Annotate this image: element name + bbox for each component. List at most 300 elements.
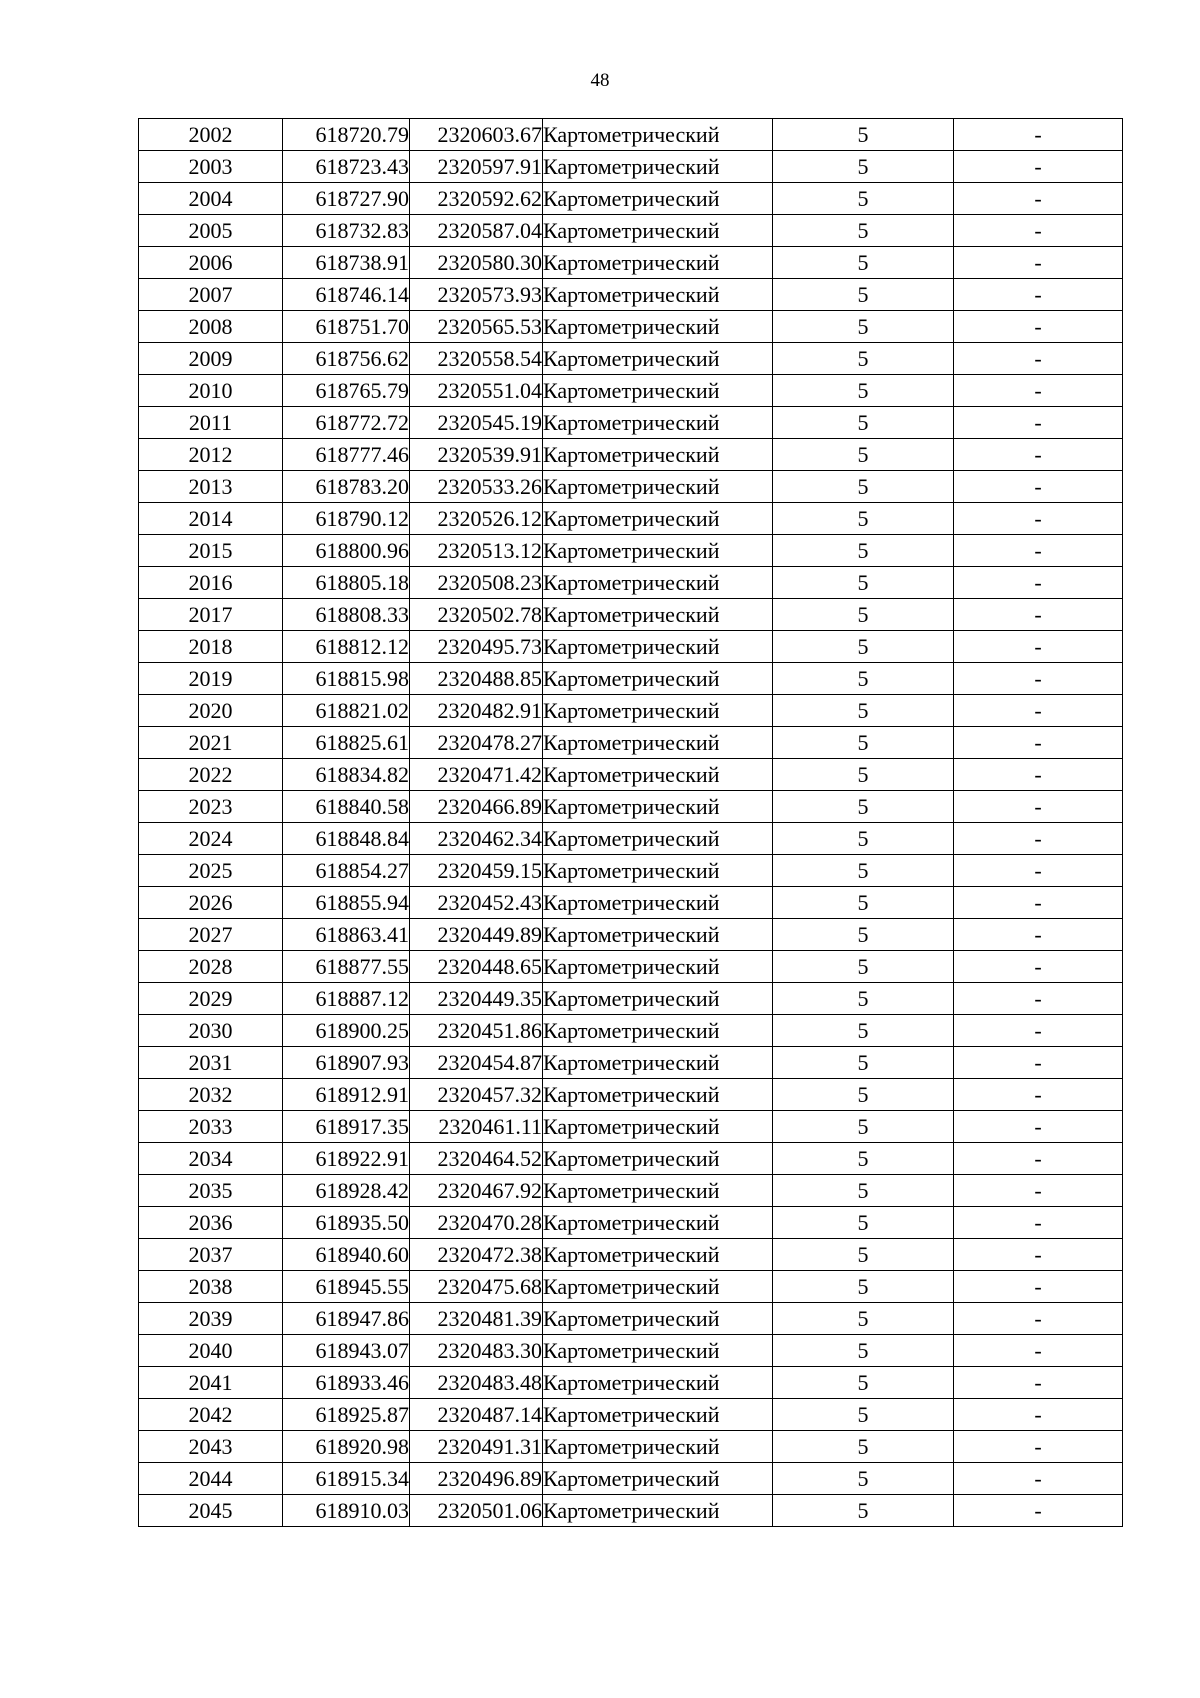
accuracy-cell: 5 xyxy=(773,1335,954,1367)
method-cell: Картометрический xyxy=(543,375,773,407)
x-coordinate-cell: 618887.12 xyxy=(283,983,410,1015)
table-row xyxy=(139,535,1123,567)
method-cell: Картометрический xyxy=(543,119,773,151)
method-cell: Картометрический xyxy=(543,663,773,695)
x-coordinate-cell: 618765.79 xyxy=(283,375,410,407)
x-coordinate-cell: 618920.98 xyxy=(283,1431,410,1463)
method-cell: Картометрический xyxy=(543,727,773,759)
table-row xyxy=(139,1399,1123,1431)
accuracy-cell: 5 xyxy=(773,1207,954,1239)
table-row xyxy=(139,151,1123,183)
x-coordinate-cell: 618935.50 xyxy=(283,1207,410,1239)
table-row xyxy=(139,727,1123,759)
point-number-cell: 2031 xyxy=(139,1047,283,1079)
y-coordinate-cell: 2320462.34 xyxy=(410,823,543,855)
method-cell: Картометрический xyxy=(543,1239,773,1271)
method-cell: Картометрический xyxy=(543,407,773,439)
table-row xyxy=(139,247,1123,279)
x-coordinate-cell: 618915.34 xyxy=(283,1463,410,1495)
note-cell: - xyxy=(954,599,1123,631)
table-row xyxy=(139,823,1123,855)
note-cell: - xyxy=(954,1175,1123,1207)
point-number-cell: 2025 xyxy=(139,855,283,887)
point-number-cell: 2033 xyxy=(139,1111,283,1143)
accuracy-cell: 5 xyxy=(773,471,954,503)
method-cell: Картометрический xyxy=(543,567,773,599)
accuracy-cell: 5 xyxy=(773,343,954,375)
note-cell: - xyxy=(954,983,1123,1015)
note-cell: - xyxy=(954,1367,1123,1399)
table-row xyxy=(139,1143,1123,1175)
accuracy-cell: 5 xyxy=(773,567,954,599)
y-coordinate-cell: 2320471.42 xyxy=(410,759,543,791)
table-row xyxy=(139,407,1123,439)
y-coordinate-cell: 2320508.23 xyxy=(410,567,543,599)
table-row xyxy=(139,1239,1123,1271)
note-cell: - xyxy=(954,567,1123,599)
method-cell: Картометрический xyxy=(543,759,773,791)
method-cell: Картометрический xyxy=(543,695,773,727)
table-row xyxy=(139,663,1123,695)
note-cell: - xyxy=(954,1239,1123,1271)
y-coordinate-cell: 2320475.68 xyxy=(410,1271,543,1303)
x-coordinate-cell: 618805.18 xyxy=(283,567,410,599)
note-cell: - xyxy=(954,695,1123,727)
point-number-cell: 2018 xyxy=(139,631,283,663)
note-cell: - xyxy=(954,1495,1123,1527)
y-coordinate-cell: 2320452.43 xyxy=(410,887,543,919)
note-cell: - xyxy=(954,1047,1123,1079)
note-cell: - xyxy=(954,151,1123,183)
table-row xyxy=(139,503,1123,535)
method-cell: Картометрический xyxy=(543,1111,773,1143)
accuracy-cell: 5 xyxy=(773,855,954,887)
point-number-cell: 2021 xyxy=(139,727,283,759)
y-coordinate-cell: 2320481.39 xyxy=(410,1303,543,1335)
table-row xyxy=(139,631,1123,663)
table-row xyxy=(139,855,1123,887)
point-number-cell: 2019 xyxy=(139,663,283,695)
table-row xyxy=(139,1015,1123,1047)
table-row xyxy=(139,215,1123,247)
note-cell: - xyxy=(954,1271,1123,1303)
accuracy-cell: 5 xyxy=(773,759,954,791)
y-coordinate-cell: 2320587.04 xyxy=(410,215,543,247)
y-coordinate-cell: 2320449.89 xyxy=(410,919,543,951)
y-coordinate-cell: 2320467.92 xyxy=(410,1175,543,1207)
note-cell: - xyxy=(954,439,1123,471)
method-cell: Картометрический xyxy=(543,311,773,343)
point-number-cell: 2017 xyxy=(139,599,283,631)
point-number-cell: 2002 xyxy=(139,119,283,151)
table-row xyxy=(139,1271,1123,1303)
point-number-cell: 2029 xyxy=(139,983,283,1015)
table-row xyxy=(139,311,1123,343)
accuracy-cell: 5 xyxy=(773,727,954,759)
accuracy-cell: 5 xyxy=(773,1239,954,1271)
x-coordinate-cell: 618751.70 xyxy=(283,311,410,343)
y-coordinate-cell: 2320482.91 xyxy=(410,695,543,727)
y-coordinate-cell: 2320488.85 xyxy=(410,663,543,695)
note-cell: - xyxy=(954,1399,1123,1431)
page-number: 48 xyxy=(590,70,610,91)
table-row xyxy=(139,1335,1123,1367)
y-coordinate-cell: 2320551.04 xyxy=(410,375,543,407)
method-cell: Картометрический xyxy=(543,343,773,375)
table-row xyxy=(139,1047,1123,1079)
table-row xyxy=(139,119,1123,151)
y-coordinate-cell: 2320472.38 xyxy=(410,1239,543,1271)
note-cell: - xyxy=(954,535,1123,567)
method-cell: Картометрический xyxy=(543,791,773,823)
method-cell: Картометрический xyxy=(543,215,773,247)
note-cell: - xyxy=(954,1111,1123,1143)
table-row xyxy=(139,983,1123,1015)
table-row xyxy=(139,599,1123,631)
point-number-cell: 2035 xyxy=(139,1175,283,1207)
y-coordinate-cell: 2320501.06 xyxy=(410,1495,543,1527)
accuracy-cell: 5 xyxy=(773,535,954,567)
table-row xyxy=(139,567,1123,599)
method-cell: Картометрический xyxy=(543,983,773,1015)
accuracy-cell: 5 xyxy=(773,1303,954,1335)
accuracy-cell: 5 xyxy=(773,375,954,407)
x-coordinate-cell: 618848.84 xyxy=(283,823,410,855)
x-coordinate-cell: 618746.14 xyxy=(283,279,410,311)
note-cell: - xyxy=(954,375,1123,407)
accuracy-cell: 5 xyxy=(773,1463,954,1495)
x-coordinate-cell: 618945.55 xyxy=(283,1271,410,1303)
table-row xyxy=(139,439,1123,471)
accuracy-cell: 5 xyxy=(773,663,954,695)
point-number-cell: 2008 xyxy=(139,311,283,343)
accuracy-cell: 5 xyxy=(773,1367,954,1399)
note-cell: - xyxy=(954,1079,1123,1111)
accuracy-cell: 5 xyxy=(773,183,954,215)
x-coordinate-cell: 618790.12 xyxy=(283,503,410,535)
table-row xyxy=(139,1431,1123,1463)
note-cell: - xyxy=(954,631,1123,663)
y-coordinate-cell: 2320533.26 xyxy=(410,471,543,503)
accuracy-cell: 5 xyxy=(773,311,954,343)
note-cell: - xyxy=(954,727,1123,759)
note-cell: - xyxy=(954,1207,1123,1239)
point-number-cell: 2011 xyxy=(139,407,283,439)
note-cell: - xyxy=(954,1431,1123,1463)
y-coordinate-cell: 2320470.28 xyxy=(410,1207,543,1239)
note-cell: - xyxy=(954,215,1123,247)
point-number-cell: 2028 xyxy=(139,951,283,983)
accuracy-cell: 5 xyxy=(773,951,954,983)
y-coordinate-cell: 2320580.30 xyxy=(410,247,543,279)
y-coordinate-cell: 2320466.89 xyxy=(410,791,543,823)
note-cell: - xyxy=(954,759,1123,791)
method-cell: Картометрический xyxy=(543,471,773,503)
x-coordinate-cell: 618812.12 xyxy=(283,631,410,663)
note-cell: - xyxy=(954,887,1123,919)
method-cell: Картометрический xyxy=(543,1271,773,1303)
table-row xyxy=(139,375,1123,407)
accuracy-cell: 5 xyxy=(773,1079,954,1111)
x-coordinate-cell: 618777.46 xyxy=(283,439,410,471)
y-coordinate-cell: 2320513.12 xyxy=(410,535,543,567)
point-number-cell: 2036 xyxy=(139,1207,283,1239)
accuracy-cell: 5 xyxy=(773,247,954,279)
note-cell: - xyxy=(954,823,1123,855)
point-number-cell: 2032 xyxy=(139,1079,283,1111)
x-coordinate-cell: 618772.72 xyxy=(283,407,410,439)
note-cell: - xyxy=(954,791,1123,823)
method-cell: Картометрический xyxy=(543,887,773,919)
note-cell: - xyxy=(954,919,1123,951)
accuracy-cell: 5 xyxy=(773,215,954,247)
method-cell: Картометрический xyxy=(543,1207,773,1239)
accuracy-cell: 5 xyxy=(773,1271,954,1303)
note-cell: - xyxy=(954,1335,1123,1367)
y-coordinate-cell: 2320603.67 xyxy=(410,119,543,151)
y-coordinate-cell: 2320565.53 xyxy=(410,311,543,343)
y-coordinate-cell: 2320487.14 xyxy=(410,1399,543,1431)
method-cell: Картометрический xyxy=(543,1463,773,1495)
x-coordinate-cell: 618917.35 xyxy=(283,1111,410,1143)
y-coordinate-cell: 2320483.48 xyxy=(410,1367,543,1399)
accuracy-cell: 5 xyxy=(773,407,954,439)
point-number-cell: 2034 xyxy=(139,1143,283,1175)
note-cell: - xyxy=(954,407,1123,439)
x-coordinate-cell: 618821.02 xyxy=(283,695,410,727)
y-coordinate-cell: 2320496.89 xyxy=(410,1463,543,1495)
method-cell: Картометрический xyxy=(543,151,773,183)
accuracy-cell: 5 xyxy=(773,1399,954,1431)
table-row xyxy=(139,1079,1123,1111)
y-coordinate-cell: 2320539.91 xyxy=(410,439,543,471)
y-coordinate-cell: 2320573.93 xyxy=(410,279,543,311)
x-coordinate-cell: 618933.46 xyxy=(283,1367,410,1399)
point-number-cell: 2020 xyxy=(139,695,283,727)
x-coordinate-cell: 618910.03 xyxy=(283,1495,410,1527)
table-row xyxy=(139,1463,1123,1495)
point-number-cell: 2009 xyxy=(139,343,283,375)
y-coordinate-cell: 2320478.27 xyxy=(410,727,543,759)
point-number-cell: 2006 xyxy=(139,247,283,279)
point-number-cell: 2004 xyxy=(139,183,283,215)
accuracy-cell: 5 xyxy=(773,119,954,151)
point-number-cell: 2024 xyxy=(139,823,283,855)
x-coordinate-cell: 618723.43 xyxy=(283,151,410,183)
y-coordinate-cell: 2320526.12 xyxy=(410,503,543,535)
table-row xyxy=(139,1175,1123,1207)
note-cell: - xyxy=(954,1143,1123,1175)
method-cell: Картометрический xyxy=(543,631,773,663)
method-cell: Картометрический xyxy=(543,1143,773,1175)
accuracy-cell: 5 xyxy=(773,823,954,855)
point-number-cell: 2015 xyxy=(139,535,283,567)
y-coordinate-cell: 2320448.65 xyxy=(410,951,543,983)
method-cell: Картометрический xyxy=(543,1015,773,1047)
x-coordinate-cell: 618854.27 xyxy=(283,855,410,887)
note-cell: - xyxy=(954,1015,1123,1047)
x-coordinate-cell: 618834.82 xyxy=(283,759,410,791)
x-coordinate-cell: 618800.96 xyxy=(283,535,410,567)
note-cell: - xyxy=(954,119,1123,151)
point-number-cell: 2027 xyxy=(139,919,283,951)
y-coordinate-cell: 2320545.19 xyxy=(410,407,543,439)
coordinates-table xyxy=(138,118,1123,1527)
table-row xyxy=(139,343,1123,375)
table-row xyxy=(139,1207,1123,1239)
method-cell: Картометрический xyxy=(543,1303,773,1335)
x-coordinate-cell: 618947.86 xyxy=(283,1303,410,1335)
x-coordinate-cell: 618825.61 xyxy=(283,727,410,759)
table-row xyxy=(139,887,1123,919)
method-cell: Картометрический xyxy=(543,439,773,471)
note-cell: - xyxy=(954,183,1123,215)
table-row xyxy=(139,471,1123,503)
point-number-cell: 2043 xyxy=(139,1431,283,1463)
y-coordinate-cell: 2320461.11 xyxy=(410,1111,543,1143)
note-cell: - xyxy=(954,1463,1123,1495)
note-cell: - xyxy=(954,1303,1123,1335)
point-number-cell: 2045 xyxy=(139,1495,283,1527)
point-number-cell: 2022 xyxy=(139,759,283,791)
table-row xyxy=(139,695,1123,727)
method-cell: Картометрический xyxy=(543,279,773,311)
y-coordinate-cell: 2320558.54 xyxy=(410,343,543,375)
x-coordinate-cell: 618907.93 xyxy=(283,1047,410,1079)
accuracy-cell: 5 xyxy=(773,1175,954,1207)
point-number-cell: 2012 xyxy=(139,439,283,471)
note-cell: - xyxy=(954,471,1123,503)
table-row xyxy=(139,951,1123,983)
x-coordinate-cell: 618922.91 xyxy=(283,1143,410,1175)
method-cell: Картометрический xyxy=(543,599,773,631)
accuracy-cell: 5 xyxy=(773,887,954,919)
y-coordinate-cell: 2320597.91 xyxy=(410,151,543,183)
y-coordinate-cell: 2320459.15 xyxy=(410,855,543,887)
accuracy-cell: 5 xyxy=(773,791,954,823)
note-cell: - xyxy=(954,503,1123,535)
point-number-cell: 2013 xyxy=(139,471,283,503)
x-coordinate-cell: 618877.55 xyxy=(283,951,410,983)
note-cell: - xyxy=(954,343,1123,375)
x-coordinate-cell: 618925.87 xyxy=(283,1399,410,1431)
table-row xyxy=(139,183,1123,215)
x-coordinate-cell: 618863.41 xyxy=(283,919,410,951)
x-coordinate-cell: 618928.42 xyxy=(283,1175,410,1207)
method-cell: Картометрический xyxy=(543,535,773,567)
x-coordinate-cell: 618732.83 xyxy=(283,215,410,247)
accuracy-cell: 5 xyxy=(773,1495,954,1527)
table-row xyxy=(139,1303,1123,1335)
x-coordinate-cell: 618756.62 xyxy=(283,343,410,375)
x-coordinate-cell: 618912.91 xyxy=(283,1079,410,1111)
method-cell: Картометрический xyxy=(543,503,773,535)
accuracy-cell: 5 xyxy=(773,1015,954,1047)
point-number-cell: 2044 xyxy=(139,1463,283,1495)
method-cell: Картометрический xyxy=(543,823,773,855)
x-coordinate-cell: 618727.90 xyxy=(283,183,410,215)
method-cell: Картометрический xyxy=(543,951,773,983)
point-number-cell: 2016 xyxy=(139,567,283,599)
accuracy-cell: 5 xyxy=(773,439,954,471)
y-coordinate-cell: 2320457.32 xyxy=(410,1079,543,1111)
y-coordinate-cell: 2320454.87 xyxy=(410,1047,543,1079)
note-cell: - xyxy=(954,247,1123,279)
table-row xyxy=(139,1367,1123,1399)
accuracy-cell: 5 xyxy=(773,1047,954,1079)
x-coordinate-cell: 618900.25 xyxy=(283,1015,410,1047)
x-coordinate-cell: 618943.07 xyxy=(283,1335,410,1367)
x-coordinate-cell: 618738.91 xyxy=(283,247,410,279)
method-cell: Картометрический xyxy=(543,919,773,951)
y-coordinate-cell: 2320502.78 xyxy=(410,599,543,631)
point-number-cell: 2014 xyxy=(139,503,283,535)
x-coordinate-cell: 618940.60 xyxy=(283,1239,410,1271)
accuracy-cell: 5 xyxy=(773,503,954,535)
accuracy-cell: 5 xyxy=(773,1431,954,1463)
point-number-cell: 2030 xyxy=(139,1015,283,1047)
method-cell: Картометрический xyxy=(543,1175,773,1207)
y-coordinate-cell: 2320451.86 xyxy=(410,1015,543,1047)
y-coordinate-cell: 2320464.52 xyxy=(410,1143,543,1175)
point-number-cell: 2037 xyxy=(139,1239,283,1271)
method-cell: Картометрический xyxy=(543,1335,773,1367)
point-number-cell: 2010 xyxy=(139,375,283,407)
point-number-cell: 2023 xyxy=(139,791,283,823)
x-coordinate-cell: 618720.79 xyxy=(283,119,410,151)
point-number-cell: 2007 xyxy=(139,279,283,311)
x-coordinate-cell: 618815.98 xyxy=(283,663,410,695)
table-row xyxy=(139,919,1123,951)
accuracy-cell: 5 xyxy=(773,1143,954,1175)
y-coordinate-cell: 2320483.30 xyxy=(410,1335,543,1367)
method-cell: Картометрический xyxy=(543,247,773,279)
method-cell: Картометрический xyxy=(543,1495,773,1527)
x-coordinate-cell: 618855.94 xyxy=(283,887,410,919)
table-row xyxy=(139,279,1123,311)
accuracy-cell: 5 xyxy=(773,599,954,631)
method-cell: Картометрический xyxy=(543,1431,773,1463)
method-cell: Картометрический xyxy=(543,1367,773,1399)
y-coordinate-cell: 2320495.73 xyxy=(410,631,543,663)
accuracy-cell: 5 xyxy=(773,983,954,1015)
point-number-cell: 2042 xyxy=(139,1399,283,1431)
note-cell: - xyxy=(954,311,1123,343)
table-row xyxy=(139,1495,1123,1527)
point-number-cell: 2041 xyxy=(139,1367,283,1399)
point-number-cell: 2005 xyxy=(139,215,283,247)
y-coordinate-cell: 2320491.31 xyxy=(410,1431,543,1463)
point-number-cell: 2038 xyxy=(139,1271,283,1303)
note-cell: - xyxy=(954,951,1123,983)
method-cell: Картометрический xyxy=(543,1399,773,1431)
table-row xyxy=(139,1111,1123,1143)
table-body xyxy=(139,119,1123,1527)
y-coordinate-cell: 2320592.62 xyxy=(410,183,543,215)
accuracy-cell: 5 xyxy=(773,279,954,311)
accuracy-cell: 5 xyxy=(773,151,954,183)
accuracy-cell: 5 xyxy=(773,631,954,663)
method-cell: Картометрический xyxy=(543,855,773,887)
accuracy-cell: 5 xyxy=(773,1111,954,1143)
accuracy-cell: 5 xyxy=(773,919,954,951)
method-cell: Картометрический xyxy=(543,1047,773,1079)
method-cell: Картометрический xyxy=(543,1079,773,1111)
table-row xyxy=(139,791,1123,823)
note-cell: - xyxy=(954,279,1123,311)
note-cell: - xyxy=(954,663,1123,695)
point-number-cell: 2026 xyxy=(139,887,283,919)
